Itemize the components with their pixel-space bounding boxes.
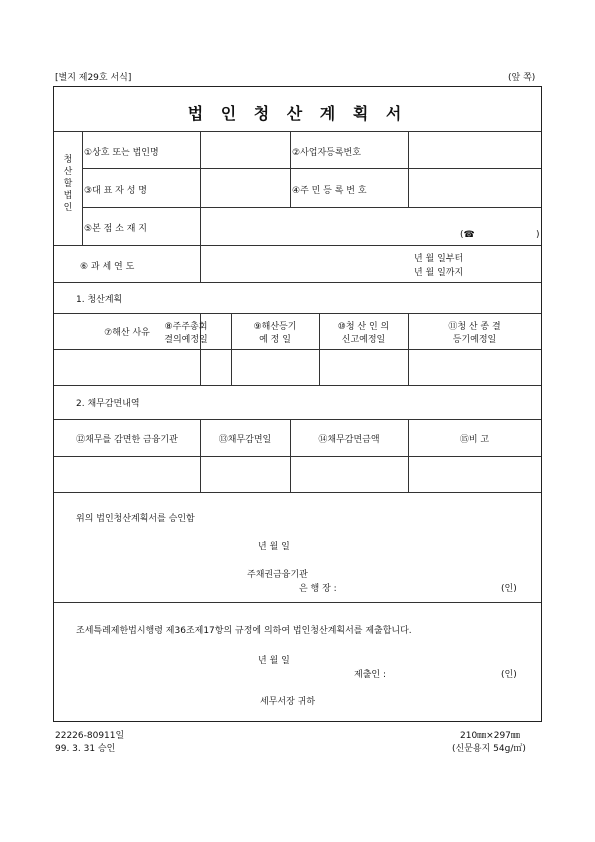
approval-manager: 은 행 장 : (299, 584, 337, 594)
page-side: (앞 쪽) (508, 73, 536, 83)
footer-approved: 99. 3. 31 승인 (55, 744, 116, 754)
submit-text: 조세특례제한법시행령 제36조제17항의 규정에 의하여 법인청산계획서를 제출합니다. (76, 626, 412, 636)
approval-bank-label: 주채권금융기관 (247, 570, 308, 580)
form-number: [별지 제29호 서식] (55, 73, 132, 83)
debt-amount-header: ⑭채무감면금액 (318, 435, 380, 445)
debt-date-header: ⑬채무감면일 (218, 435, 272, 445)
approval-text: 위의 법인청산계획서를 승인함 (76, 514, 195, 524)
tax-year-label: ⑥ 과 세 연 도 (80, 262, 135, 272)
debt-institution-header: ⑫채무를 감면한 금융기관 (76, 435, 178, 445)
submitter-seal: (인) (501, 670, 517, 680)
form-title: 법 인 청 산 계 획 서 (187, 104, 408, 123)
approval-date: 년 월 일 (258, 542, 290, 552)
reg-number-label: ②사업자등록번호 (292, 148, 361, 158)
company-name-label: ①상호 또는 법인명 (84, 148, 159, 158)
submit-date: 년 월 일 (258, 656, 290, 666)
footer-code: 22226-80911일 (55, 731, 125, 741)
plan-meeting-header-2: 결의예정일 (164, 335, 208, 345)
footer-paper-size: 210㎜×297㎜ (460, 731, 520, 741)
footer-paper-type: (신문용지 54g/㎡) (452, 744, 526, 754)
plan-closing-header-2: 등기예정일 (452, 335, 497, 345)
plan-reason-header: ⑦해산 사유 (104, 328, 150, 338)
tax-year-to: 년 월 일까지 (414, 268, 464, 278)
plan-dissolution-header-1: ⑨해산등기 (253, 322, 297, 332)
approval-seal: (인) (501, 584, 517, 594)
section2-title: 2. 채무감면내역 (76, 399, 140, 409)
debt-note-header: ⑮비 고 (459, 435, 490, 445)
recipient: 세무서장 귀하 (260, 697, 316, 707)
form-container (53, 86, 542, 722)
plan-meeting-header-1: ⑧주주총회 (164, 322, 208, 332)
section1-title: 1. 청산계획 (76, 295, 123, 305)
plan-liquidator-header-2: 신고예정일 (341, 335, 386, 345)
head-office-label: ⑤본 점 소 재 지 (84, 224, 147, 234)
plan-dissolution-header-2: 예 정 일 (259, 335, 291, 345)
ceo-name-label: ③대 표 자 성 명 (84, 186, 147, 196)
corp-section-label: 청산할법인 (63, 155, 73, 213)
phone-label: (☎ (460, 230, 475, 240)
plan-closing-header-1: ⑪청 산 종 결 (448, 322, 501, 332)
phone-close: ) (536, 230, 540, 240)
plan-liquidator-header-1: ⑩청 산 인 의 (337, 322, 390, 332)
resident-number-label: ④주 민 등 록 번 호 (292, 186, 367, 196)
tax-year-from: 년 월 일부터 (414, 254, 464, 264)
submitter-label: 제출인 : (354, 670, 386, 680)
